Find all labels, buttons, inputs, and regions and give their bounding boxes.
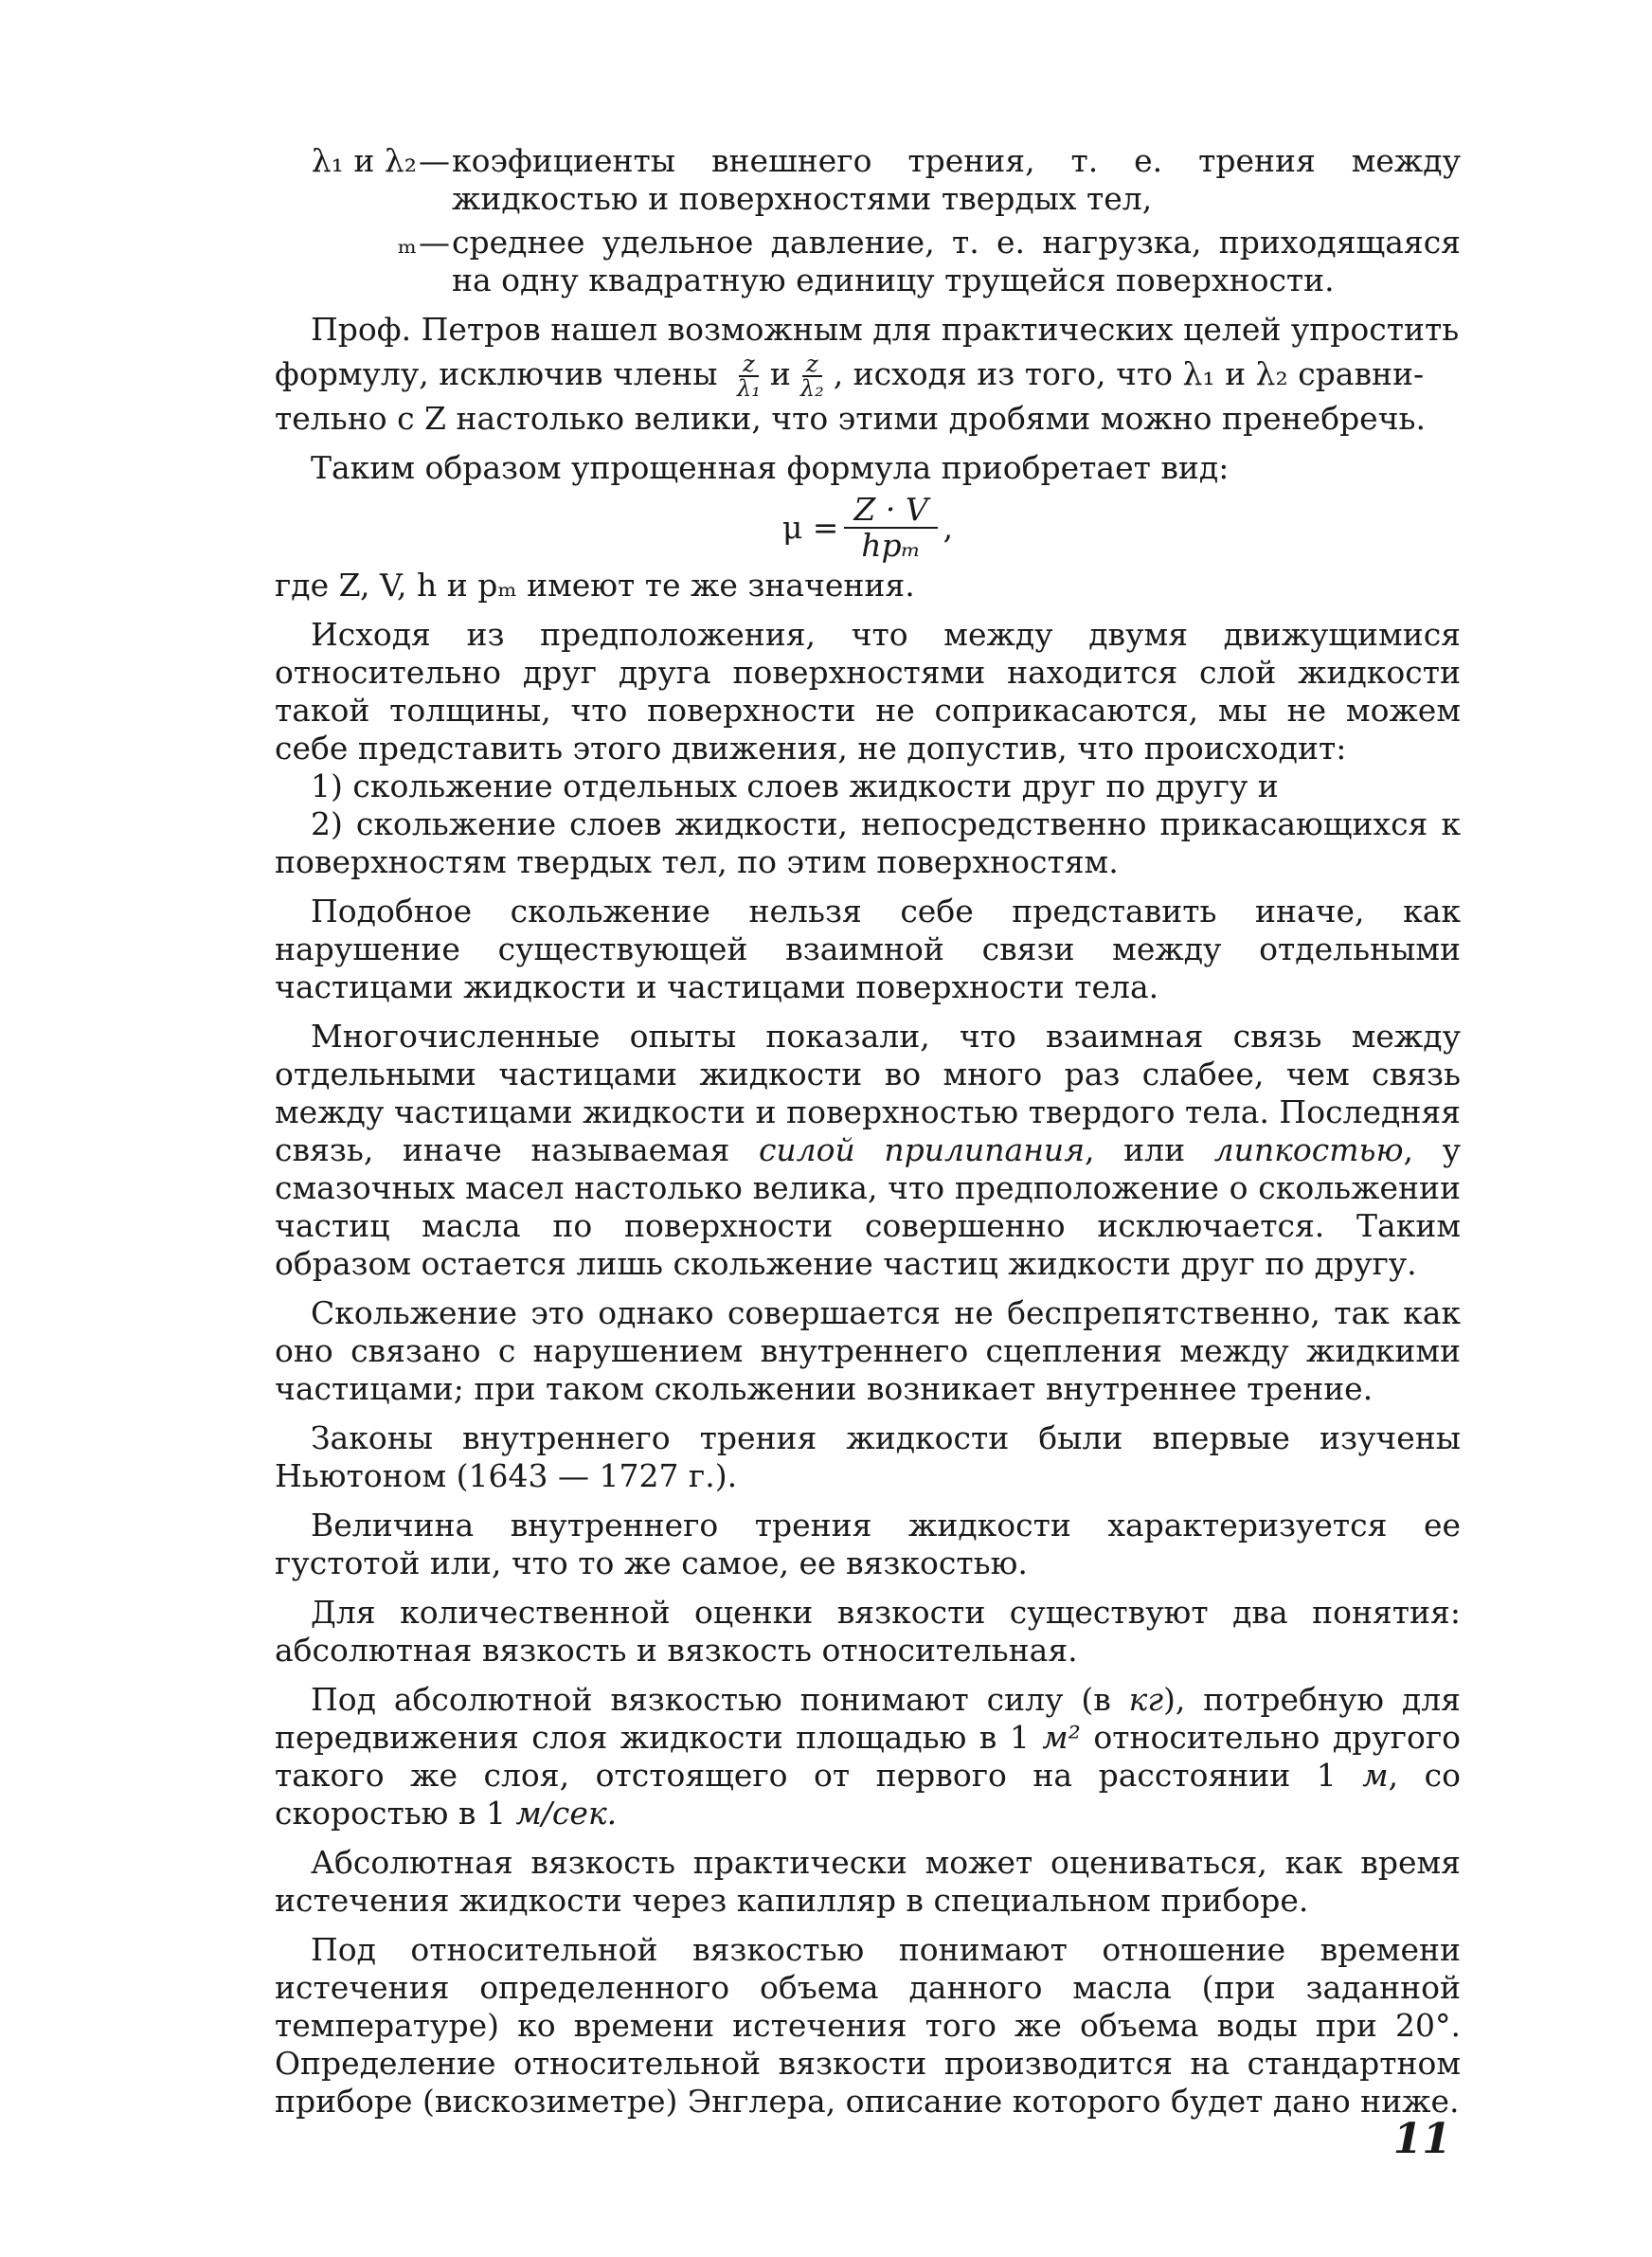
term-stickiness: липкостью [1213, 1131, 1404, 1168]
definition-dash: — [419, 142, 450, 179]
definition-term: ₘ [397, 224, 417, 261]
paragraph-density: Величина внутреннего трения жидкости характеризуется ее густотой или, что то же самое, ее вязкостью. [275, 1507, 1461, 1581]
petrov-paragraph [275, 311, 1461, 438]
fraction-z-lambda2 [797, 352, 828, 400]
unit-m2: м² [1042, 1719, 1081, 1756]
unit-m: м [1362, 1757, 1389, 1794]
formula-numerator: Z · V [844, 493, 937, 529]
fraction-numerator: z [802, 352, 822, 377]
fraction-numerator: z [739, 352, 759, 377]
petrov-line-2 [275, 349, 1461, 400]
page-number: 11 [1392, 2115, 1451, 2163]
paragraph-relative-viscosity: Под относительной вязкостью понимают отношение времени истечения определенного объема данного масла (при заданной температуре) ко времени истечения того же объема воды при 20°. Определение относительной вязкости производится на стандартном приборе (вискозиметре) Энглера, описание которого будет дано ниже. [275, 1931, 1461, 2120]
simplified-intro: Таким образом упрощенная формула приобретает вид: [311, 449, 1230, 486]
petrov-between: и [769, 355, 791, 392]
fraction-denominator: λ₁ [737, 375, 761, 402]
petrov-line-1: Проф. Петров нашел возможным для практических целей упростить [311, 311, 1460, 348]
paragraph-newton: Законы внутреннего трения жидкости были впервые изучены Ньютоном (1643 — 1727 г.). [275, 1419, 1461, 1494]
definition-pressure [275, 224, 1461, 299]
paragraph-text: относительно другого такого же слоя, отстоящего от первого на расстоянии 1 [275, 1719, 1461, 1794]
definition-lambda [275, 142, 1461, 218]
unit-m-per-sec: м/сек. [515, 1795, 618, 1832]
paragraph-internal-friction: Скольжение это однако совершается не беспрепятственно, так как оно связано с нарушением внутреннего сцепления между жидкими частицами; при таком скольжении возникает внутреннее трение. [275, 1294, 1461, 1407]
paragraph-text: , у смазочных масел настолько велика, что предположение о скольжении частиц масла по поверхности совершенно исключается. Таким образом остается лишь скольжение частиц жидкости друг по другу. [275, 1131, 1461, 1282]
formula-tail: , [943, 509, 954, 546]
paragraph-sliding: Подобное скольжение нельзя себе представить иначе, как нарушение существующей взаимной связи между отдельными частицами жидкости и частицами поверхности тела. [275, 893, 1461, 1005]
fraction-z-lambda1 [733, 352, 764, 400]
definition-dash: — [419, 224, 450, 261]
paragraph-text: ), потребную для передвижения слоя жидкости площадью в 1 [275, 1681, 1461, 1756]
paragraph-text: , со скоростью в 1 [275, 1757, 1461, 1832]
definition-text: среднее удельное давление, т. е. нагрузка, приходящаяся на одну квадратную единицу трущейся поверхности. [452, 224, 1461, 298]
paragraph-absolute-viscosity [275, 1681, 1461, 1833]
unit-kg: кг [1128, 1681, 1164, 1718]
formula-lhs: μ = [781, 509, 839, 546]
definition-term: λ₁ и λ₂ [311, 142, 417, 179]
paragraph-two-concepts: Для количественной оценки вязкости существуют два понятия: абсолютная вязкость и вязкость относительная. [275, 1594, 1461, 1669]
paragraph-adhesion [275, 1018, 1461, 1283]
petrov-line-3: тельно с Z настолько велики, что этими дробями можно пренебречь. [275, 400, 1426, 437]
fraction-denominator: λ₂ [799, 375, 824, 402]
list-item-2: 2) скольжение слоев жидкости, непосредственно прикасающихся к поверхностям твердых тел, по этим поверхностям. [275, 805, 1461, 880]
page-body [275, 142, 1461, 2121]
viscosity-formula [275, 493, 1461, 563]
definition-text: коэфициенты внешнего трения, т. е. трения между жидкостью и поверхностями твердых тел, [452, 142, 1461, 217]
formula-fraction [844, 493, 937, 563]
list-item-1: 1) скольжение отдельных слоев жидкости друг по другу и [311, 767, 1279, 804]
paragraph-assumption: Исходя из предположения, что между двумя движущимися относительно друг друга поверхностями находится слой жидкости такой толщины, что поверхности не соприкасаются, мы не можем себе представить этого движения, не допустив, что происходит: [275, 616, 1461, 767]
paragraph-text: , или [1085, 1131, 1214, 1168]
paragraph-capillary: Абсолютная вязкость практически может оцениваться, как время истечения жидкости через капилляр в специальном приборе. [275, 1844, 1461, 1919]
term-adhesion: силой прилипания [758, 1131, 1086, 1168]
paragraph-text: Многочисленные опыты показали, что взаимная связь между отдельными частицами жидкости во много раз слабее, чем связь между частицами жидкости и поверхностью твердого тела. Последняя связь, иначе называемая [275, 1018, 1461, 1168]
petrov-before: формулу, исключив члены [275, 355, 718, 392]
paragraph-text: Под абсолютной вязкостью понимают силу (в [311, 1681, 1129, 1718]
where-line: где Z, V, h и pₘ имеют те же значения. [275, 567, 915, 604]
petrov-after: , исходя из того, что λ₁ и λ₂ сравни- [833, 355, 1425, 392]
formula-denominator: hpₘ [861, 527, 921, 564]
